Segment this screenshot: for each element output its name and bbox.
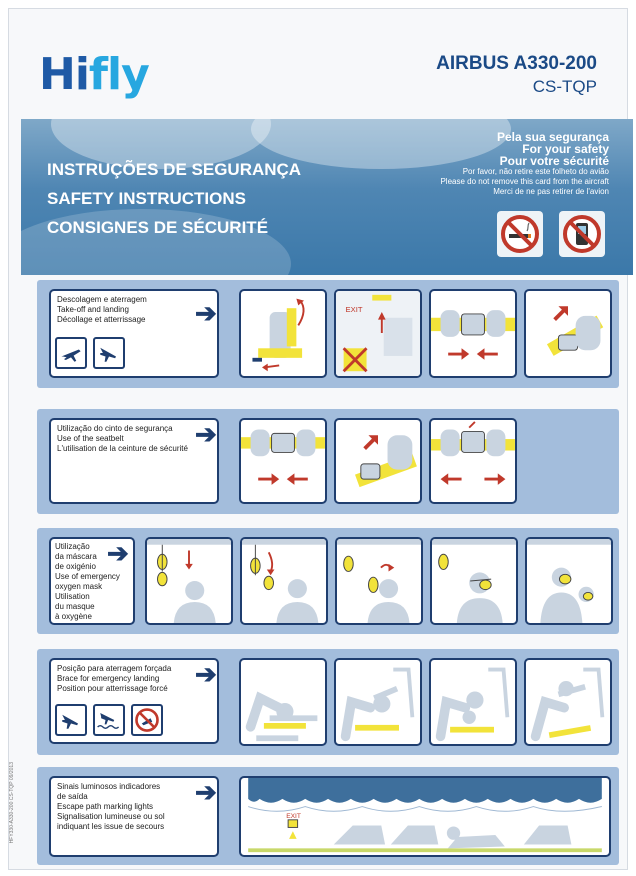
exit-window-illustration bbox=[334, 289, 422, 378]
title-pt: INSTRUÇÕES DE SEGURANÇA bbox=[47, 160, 302, 179]
step-arrow-icon: ➔ bbox=[107, 538, 129, 568]
no-high-heels-icon bbox=[131, 704, 163, 736]
step-arrow-icon: ➔ bbox=[195, 298, 217, 328]
side-print: HFY330-A330-200 CS-TQP 09/2013 bbox=[9, 762, 15, 844]
seatbelt-text: Utilização do cinto de segurança Use of the seatbelt L'utilisation de la ceinture de sécurité bbox=[49, 418, 219, 504]
brace-child-illustration bbox=[429, 658, 517, 746]
svg-text:EXIT: EXIT bbox=[345, 305, 363, 315]
safety-card bbox=[8, 8, 628, 870]
belt-release-illustration bbox=[429, 418, 517, 504]
brace-text: Posição para aterragem forçada Brace for emergency landing Position pour atterrissage forcé bbox=[49, 658, 219, 744]
plane-descent-icon bbox=[55, 704, 87, 736]
brace-seat-illustration bbox=[334, 658, 422, 746]
escape-path-illustration bbox=[239, 776, 611, 857]
place-mask-illustration bbox=[335, 537, 423, 625]
takeoff-landing-panel bbox=[37, 280, 619, 388]
belt-insert-illustration bbox=[239, 418, 327, 504]
step-arrow-icon: ➔ bbox=[195, 419, 217, 449]
header-banner bbox=[21, 119, 633, 275]
escape-path-panel bbox=[37, 767, 619, 865]
plane-takeoff-icon bbox=[55, 337, 87, 369]
title-fr: CONSIGNES DE SÉCURITÉ bbox=[47, 218, 269, 237]
plane-landing-icon bbox=[93, 337, 125, 369]
aircraft-registration: CS-TQP bbox=[532, 77, 597, 96]
no-smoking-icon bbox=[497, 211, 543, 257]
svg-text:EXIT: EXIT bbox=[286, 812, 301, 820]
brace-no-seat-illustration bbox=[239, 658, 327, 746]
assist-child-illustration bbox=[525, 537, 613, 625]
title-en: SAFETY INSTRUCTIONS bbox=[47, 189, 246, 208]
seat-upright-illustration bbox=[239, 289, 327, 378]
safety-titles bbox=[47, 155, 301, 242]
hifly-logo: Hifly bbox=[39, 49, 149, 100]
takeoff-text: Descolagem e aterragem Take-off and landing Décollage et atterrissage bbox=[49, 289, 219, 378]
for-your-safety: Pela sua segurança For your safety Pour votre sécurité Por favor, não retire este folheto do avião Please do not remove this card from the aircraft Merci de ne pas retirer de l'avion bbox=[440, 130, 609, 196]
oxygen-mask-panel bbox=[37, 528, 619, 634]
aircraft-model: AIRBUS A330-200 bbox=[436, 53, 597, 74]
escape-text: Sinais luminosos indicadores de saída Escape path marking lights Signalisation lumineuse ou sol indiquant les issue de secours bbox=[49, 776, 219, 857]
water-landing-icon bbox=[93, 704, 125, 736]
step-arrow-icon: ➔ bbox=[195, 659, 217, 689]
seatbelt-panel bbox=[37, 409, 619, 514]
brace-pregnant-illustration bbox=[524, 658, 612, 746]
oxygen-text: Utilização da máscara de oxigénio Use of emergency oxygen mask Utilisation du masque à oxygène bbox=[49, 537, 135, 625]
strap-mask-illustration bbox=[430, 537, 518, 625]
unfasten-seatbelt-illustration bbox=[524, 289, 612, 378]
belt-tighten-illustration bbox=[334, 418, 422, 504]
mask-drops-illustration bbox=[145, 537, 233, 625]
step-arrow-icon: ➔ bbox=[195, 777, 217, 807]
pull-mask-illustration bbox=[240, 537, 328, 625]
aircraft-info bbox=[436, 53, 597, 97]
brace-position-panel bbox=[37, 649, 619, 755]
no-mobile-phone-icon bbox=[559, 211, 605, 257]
fasten-seatbelt-illustration bbox=[429, 289, 517, 378]
